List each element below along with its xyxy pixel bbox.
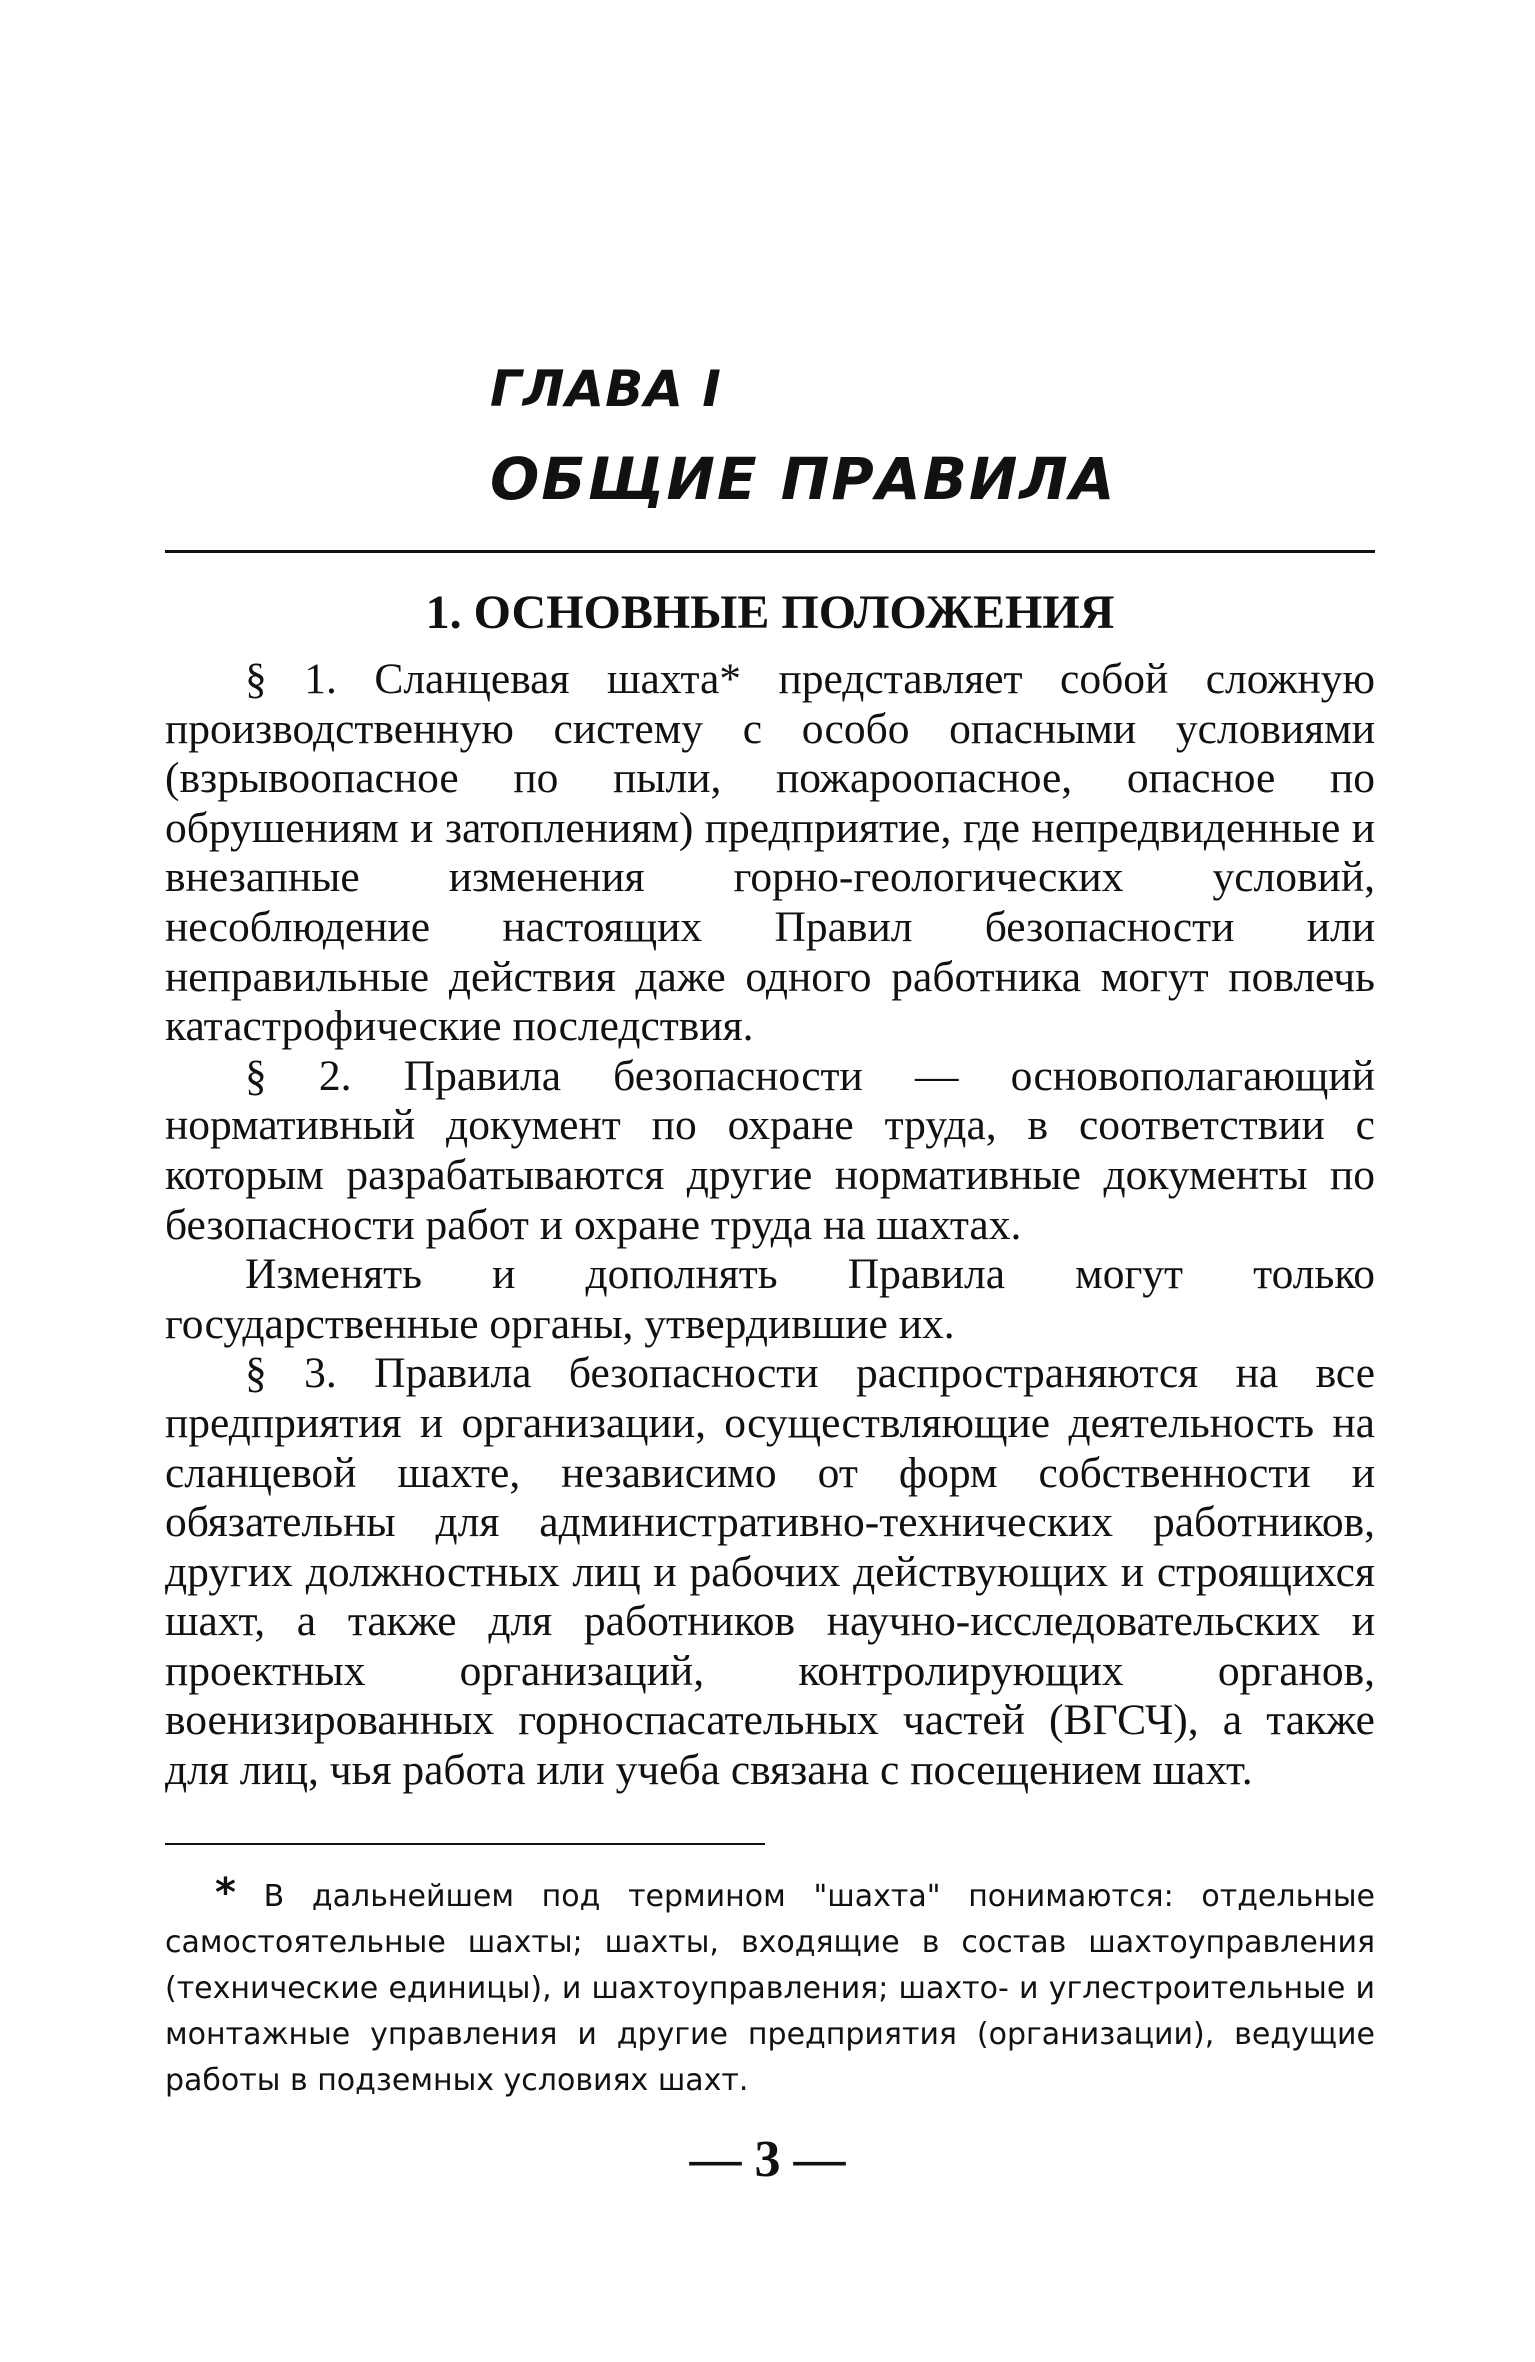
paragraph-1: § 1. Сланцевая шахта* представляет собой сложную производственную систему с особо опасными условиями (взрывоопасное по пыли, пожароопасное, опасное по обрушениям и затоплениям) предприятие, где непредвиденные и внезапные изменения горно-геологических условий, несоблюдение настоящих Правил безопасности или неправильные действия даже одного работника могут повлечь катастрофические последствия.: [165, 655, 1375, 1051]
footnote-divider: [165, 1843, 765, 1845]
footnote: [165, 1870, 1375, 2104]
chapter-title: ОБЩИЕ ПРАВИЛА: [490, 445, 1117, 513]
footnote-marker: *: [215, 1870, 236, 1916]
footnote-text: В дальнейшем под термином "шахта" понимаются: отдельные самостоятельные шахты; шахты, входящие в состав шахтоуправления (технические единицы), и шахтоуправления; шахто- и углестроительные и монтажные управления и другие предприятия (организации), ведущие работы в подземных условиях шахт.: [165, 1879, 1376, 2098]
section-heading: 1. ОСНОВНЫЕ ПОЛОЖЕНИЯ: [425, 586, 1115, 639]
paragraph-4: § 3. Правила безопасности распространяются на все предприятия и организации, осуществляющие деятельность на сланцевой шахте, независимо от форм собственности и обязательны для административно-технических работников, других должностных лиц и рабочих действующих и строящихся шахт, а также для работников научно-исследовательских и проектных организаций, контролирующих органов, военизированных горноспасательных частей (ВГСЧ), а также для лиц, чья работа или учеба связана с посещением шахт.: [165, 1349, 1375, 1795]
paragraph-2: § 2. Правила безопасности — основополагающий нормативный документ по охране труда, в соответствии с которым разрабатываются другие нормативные документы по безопасности работ и охране труда на шахтах.: [165, 1051, 1375, 1249]
page-number: — 3 —: [689, 2131, 846, 2188]
chapter-label: ГЛАВА I: [490, 360, 722, 418]
body-text: [165, 655, 1375, 1796]
chapter-divider: [165, 550, 1375, 553]
paragraph-3: Изменять и дополнять Правила могут только государственные органы, утвердившие их.: [165, 1250, 1375, 1348]
